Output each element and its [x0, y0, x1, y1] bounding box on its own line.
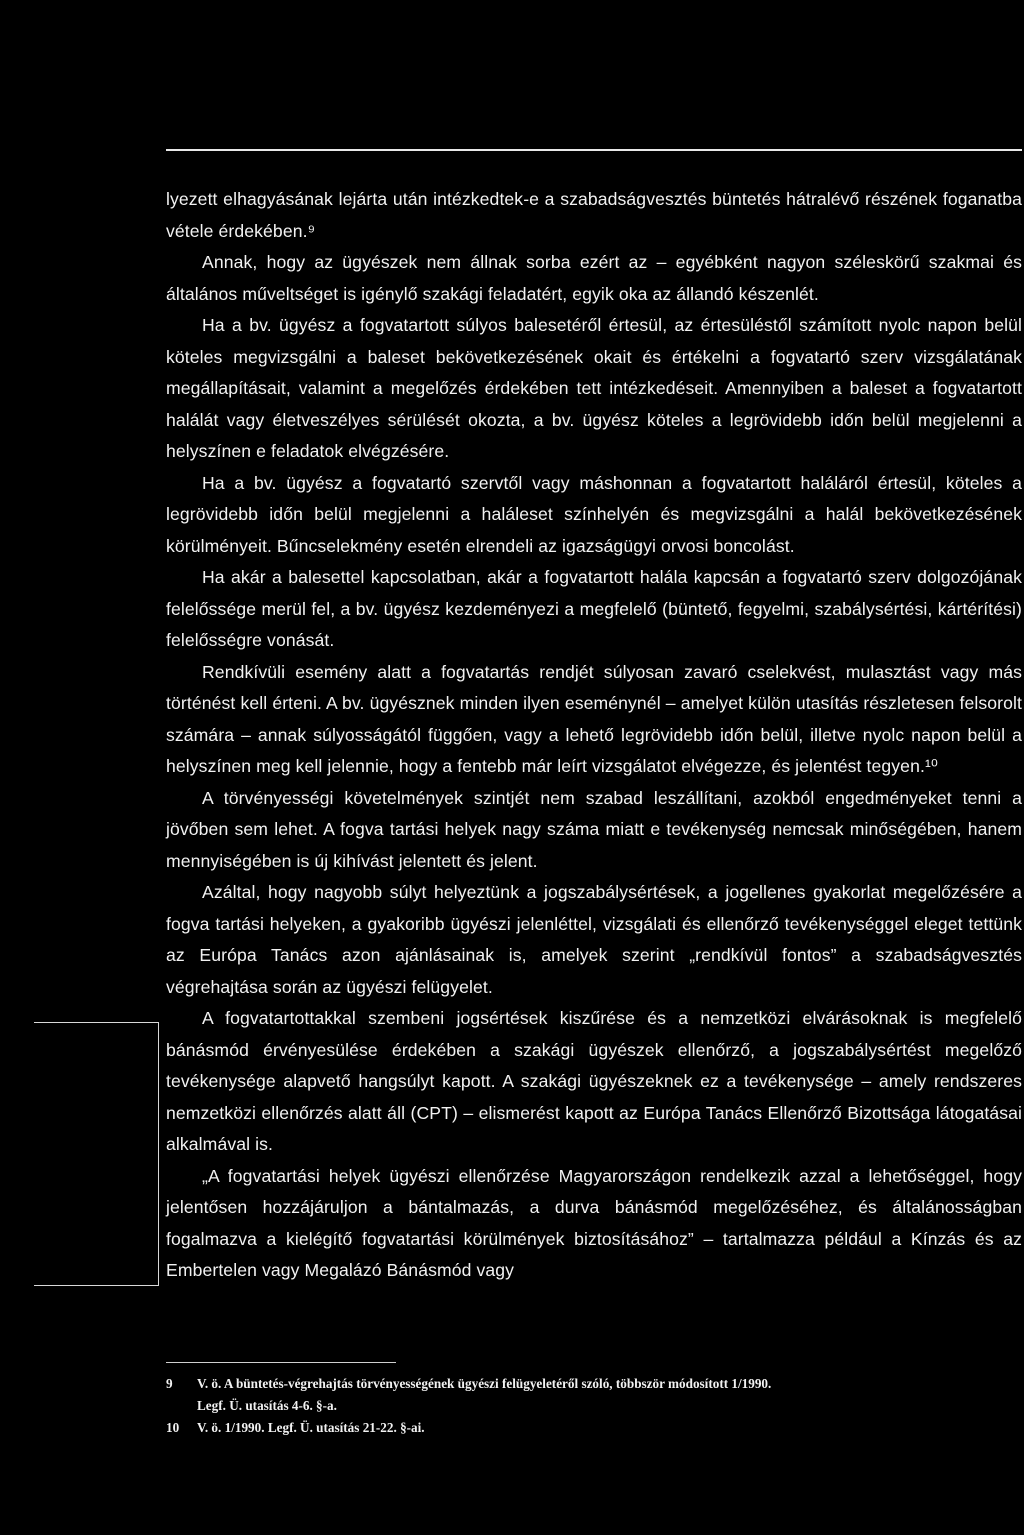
- footnote-rule: [166, 1362, 396, 1363]
- footnote-10: [166, 1417, 1022, 1439]
- paragraph-10: „A fogvatartási helyek ügyészi ellenőrzése Magyarországon rendelkezik azzal a lehetőséggel, hogy jelentősen hozzájáruljon a bántalmazás, a durva bánásmód megelőzéséhez, és általánosságban fogalmazva a kielégítő fogvatartási körülmények biztosításához” – tartalmazza például a Kínzás és az Embertelen vagy Megalázó Bánásmód vagy: [166, 1165, 1022, 1280]
- footnote-text: V. ö. A büntetés-végrehajtás törvényességének ügyészi felügyeletéről szóló, többször módosított 1/1990.: [197, 1376, 772, 1391]
- footnote-text: V. ö. 1/1990. Legf. Ü. utasítás 21-22. §-ai.: [197, 1420, 425, 1435]
- footnote-number: 9: [166, 1376, 173, 1391]
- paragraph-1: lyezett elhagyásának lejárta után intézkedtek-e a szabadságvesztés büntetés hátralévő részének foganatba vétele érdekében.⁹: [166, 189, 1022, 241]
- footnotes: [166, 1373, 1022, 1439]
- paragraph-5: Ha akár a balesettel kapcsolatban, akár a fogvatartott halála kapcsán a fogvatartó szerv dolgozójának felelőssége merül fel, a bv. ügyész kezdeményezi a megfelelő (büntető, fegyelmi, szabálysértési, kártérítési) felelősségre vonását.: [166, 567, 1022, 650]
- paragraph-2: Annak, hogy az ügyészek nem állnak sorba ezért az – egyébként nagyon széleskörű szakmai és általános műveltséget is igénylő szakági feladatért, egyik oka az állandó készenlét.: [166, 252, 1022, 304]
- paragraph-4: Ha a bv. ügyész a fogvatartó szervtől vagy máshonnan a fogvatartott haláláról értesül, köteles a legrövidebb időn belül megjelenni a haláleset színhelyén és megvizsgálni a halál bekövetkezésének körülményeit. Bűncselekmény esetén elrendeli az igazságügyi orvosi boncolást.: [166, 472, 1022, 556]
- header-rule: [166, 149, 1022, 151]
- footnote-text-continued: Legf. Ü. utasítás 4-6. §-a.: [197, 1398, 337, 1413]
- paragraph-9: A fogvatartottakkal szembeni jogsértések kiszűrése és a nemzetközi elvárásoknak is megfelelő bánásmód érvényesülése érdekében a szakági ügyészek ellenőrző, a jogszabálysértést megelőző tevékenysége alapvető hangsúlyt kapott. A szakági ügyészeknek ez a tevékenysége – amely rendszeres nemzetközi ellenőrzés alatt áll (CPT) – elismerést kapott az Európa Tanács Ellenőrző Bizottsága látogatásai alkalmával is.: [166, 1008, 1022, 1154]
- footnote-number: 10: [166, 1420, 180, 1435]
- paragraph-7: A törvényességi követelmények szintjét nem szabad leszállítani, azokból engedményeket tenni a jövőben sem lehet. A fogva tartási helyek nagy száma miatt e tevékenység nemcsak minőségében, hanem mennyiségében is új kihívást jelentett és jelent.: [166, 787, 1022, 871]
- footnote-9: [166, 1373, 1022, 1417]
- paragraph-6: Rendkívüli esemény alatt a fogvatartás rendjét súlyosan zavaró cselekvést, mulasztást vagy más történést kell érteni. A bv. ügyésznek minden ilyen eseménynél – amelyet külön utasítás részletesen felsorolt számára – annak súlyosságától függően, vagy a lehető legrövidebb időn belül, illetve nyolc napon belül a helyszínen meg kell jelennie, hogy a fentebb már leírt vizsgálatot elvégezze, és jelentést tegyen.¹⁰: [166, 661, 1022, 776]
- body-text: [166, 184, 1022, 1287]
- paragraph-8: Azáltal, hogy nagyobb súlyt helyeztünk a jogszabálysértések, a jogellenes gyakorlat megelőzésére a fogva tartási helyeken, a gyakoribb ügyészi jelenléttel, vizsgálati és ellenőrző tevékenységgel eleget tettünk az Európa Tanács azon ajánlásainak is, amelyek szerint „rendkívül fontos” a szabadságvesztés végrehajtása során az ügyészi felügyelet.: [166, 882, 1022, 997]
- margin-box: [34, 1022, 159, 1286]
- paragraph-3: Ha a bv. ügyész a fogvatartott súlyos balesetéről értesül, az értesüléstől számított nyolc napon belül köteles megvizsgálni a baleset bekövetkezésének okait és értékelni a fogvatartó szerv vizsgálatának megállapításait, valamint a megelőzés érdekében tett intézkedéseit. Amennyiben a baleset a fogvatartott halálát vagy életveszélyes sérülését okozta, a bv. ügyész köteles a legrövidebb időn belül megjelenni a helyszínen e feladatok elvégzésére.: [166, 315, 1022, 461]
